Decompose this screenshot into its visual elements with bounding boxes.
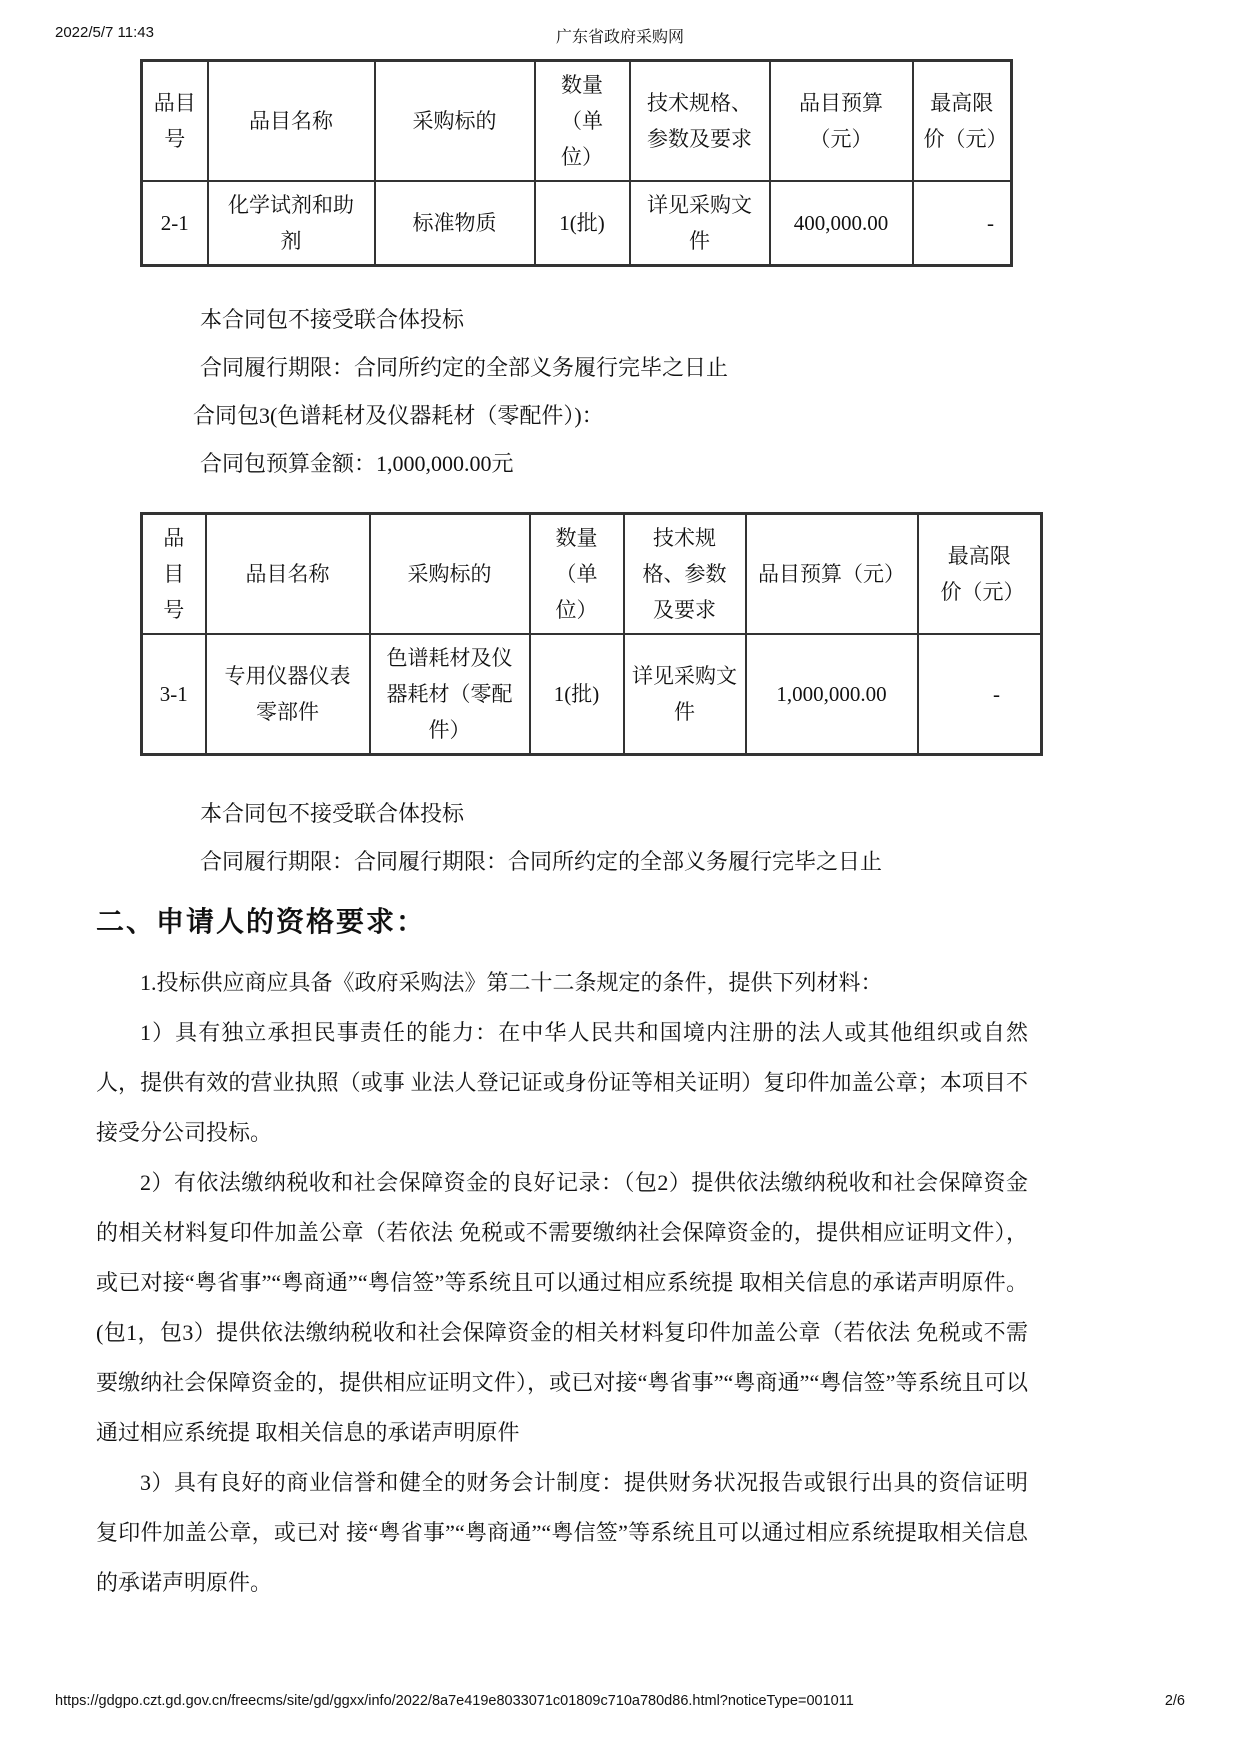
table-row <box>142 634 1042 755</box>
header-item-name: 品目名称 <box>208 61 375 182</box>
print-footer <box>55 1693 1185 1713</box>
performance-period-note: 合同履行期限：合同所约定的全部义务履行完毕之日止 <box>200 355 729 380</box>
cell-procurement-subject: 色谱耗材及仪器耗材（零配件） <box>370 634 530 755</box>
header-item-name: 品目名称 <box>206 514 370 635</box>
cell-max-price: - <box>913 181 1012 266</box>
performance-period-note: 合同履行期限：合同履行期限：合同所约定的全部义务履行完毕之日止 <box>200 849 883 874</box>
cell-tech-spec: 详见采购文件 <box>624 634 746 755</box>
cell-max-price: - <box>918 634 1042 755</box>
header-item-budget: 品目预算（元） <box>770 61 913 182</box>
header-max-price: 最高限价（元） <box>913 61 1012 182</box>
table-header-row <box>142 61 1012 182</box>
cell-quantity: 1(批) <box>530 634 624 755</box>
header-quantity-unit: 数量（单位） <box>530 514 624 635</box>
site-title: 广东省政府采购网 <box>555 29 684 46</box>
header-item-budget: 品目预算（元） <box>746 514 918 635</box>
header-item-no: 品目号 <box>142 61 208 182</box>
no-joint-bid-note: 本合同包不接受联合体投标 <box>200 801 465 826</box>
header-item-no: 品目号 <box>142 514 206 635</box>
package3-items-table <box>140 512 1043 756</box>
cell-quantity: 1(批) <box>535 181 630 266</box>
cell-item-budget: 400,000.00 <box>770 181 913 266</box>
cell-item-name: 化学试剂和助剂 <box>208 181 375 266</box>
package3-title: 合同包3(色谱耗材及仪器耗材（零配件）)： <box>193 403 604 428</box>
print-timestamp: 2022/5/7 11:43 <box>55 24 154 41</box>
no-joint-bid-note: 本合同包不接受联合体投标 <box>200 307 465 332</box>
package2-notes <box>96 296 1056 488</box>
paragraph-tax-social-security: 2）有依法缴纳税收和社会保障资金的良好记录：（包2）提供依法缴纳税收和社会保障资金的相关材料复印件加盖公章（若依法 免税或不需要缴纳社会保障资金的，提供相应证明文件），或已对接“粤省事”“粤商通”“粤信签”等系统且可以通过相应系统提 取相关信息的承诺声明原件。(包1，包3）提供依法缴纳税收和社会保障资金的相关材料复印件加盖公章（若依法 免税或不需要缴纳社会保障资金的，提供相应证明文件），或已对接“粤省事”“粤商通”“粤信签”等系统且可以通过相应系统提 取相关信息的承诺声明原件 <box>96 1170 1028 1445</box>
qualification-requirements <box>96 958 1028 1608</box>
section-heading: 二、申请人的资格要求： <box>96 906 427 937</box>
cell-item-no: 2-1 <box>142 181 208 266</box>
package2-items-table <box>140 59 1013 267</box>
header-procurement-subject: 采购标的 <box>375 61 535 182</box>
cell-tech-spec: 详见采购文件 <box>630 181 770 266</box>
package3-notes <box>96 790 1096 886</box>
header-tech-spec: 技术规格、参数及要求 <box>630 61 770 182</box>
print-header <box>55 24 1185 46</box>
cell-procurement-subject: 标准物质 <box>375 181 535 266</box>
table-row <box>142 181 1012 266</box>
paragraph-conditions: 1.投标供应商应具备《政府采购法》第二十二条规定的条件，提供下列材料： <box>140 970 883 995</box>
cell-item-no: 3-1 <box>142 634 206 755</box>
source-url: https://gdgpo.czt.gd.gov.cn/freecms/site/gd/ggxx/info/2022/8a7e419e8033071c01809c710a780d86.html?noticeType=001011 <box>55 1693 854 1709</box>
cell-item-budget: 1,000,000.00 <box>746 634 918 755</box>
header-procurement-subject: 采购标的 <box>370 514 530 635</box>
paragraph-financial-credit: 3）具有良好的商业信誉和健全的财务会计制度：提供财务状况报告或银行出具的资信证明复印件加盖公章，或已对 接“粤省事”“粤商通”“粤信签”等系统且可以通过相应系统提取相关信息的承诺声明原件。 <box>96 1470 1028 1595</box>
table-header-row <box>142 514 1042 635</box>
header-quantity-unit: 数量（单位） <box>535 61 630 182</box>
header-tech-spec: 技术规格、参数及要求 <box>624 514 746 635</box>
cell-item-name: 专用仪器仪表零部件 <box>206 634 370 755</box>
page-number: 2/6 <box>1164 1693 1185 1709</box>
package3-budget: 合同包预算金额：1,000,000.00元 <box>200 451 514 476</box>
header-max-price: 最高限价（元） <box>918 514 1042 635</box>
paragraph-civil-liability: 1）具有独立承担民事责任的能力：在中华人民共和国境内注册的法人或其他组织或自然人，提供有效的营业执照（或事 业法人登记证或身份证等相关证明）复印件加盖公章；本项目不接受分公司投标。 <box>96 1020 1028 1145</box>
